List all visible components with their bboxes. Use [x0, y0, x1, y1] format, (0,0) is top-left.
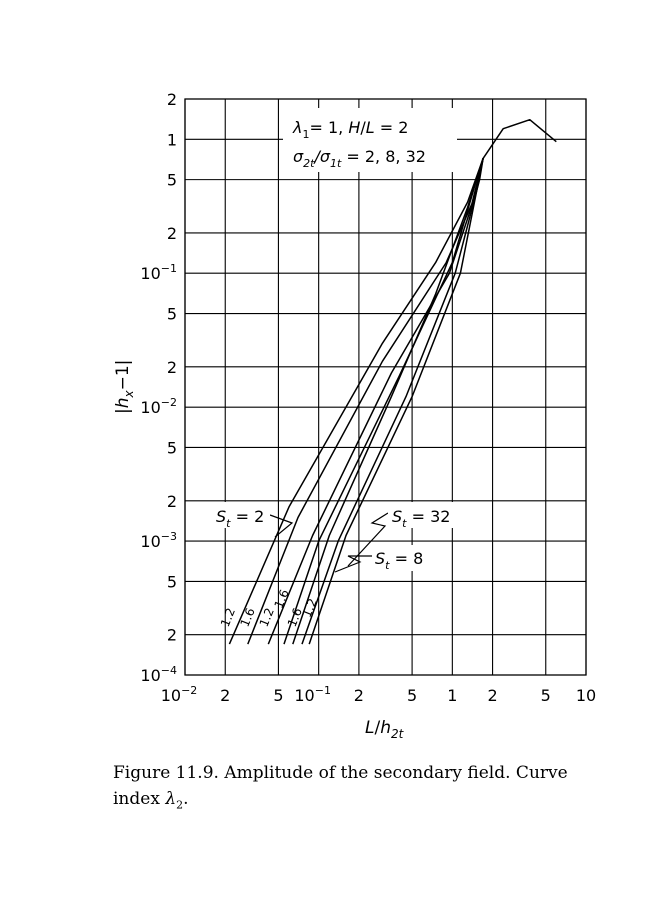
y-tick-label: 2: [166, 357, 177, 377]
x-axis-label: $L/h_{2t}$: [365, 718, 404, 741]
annotation-line-1: $\lambda_1= 1$, H/L = 2: [293, 118, 409, 141]
series-line-5: [284, 158, 483, 644]
curve-index-label: 1.6: [271, 587, 292, 611]
y-tick-label: 1: [166, 130, 177, 150]
x-tick-label: $10^{-2}$: [160, 684, 198, 705]
plot-frame: [185, 99, 586, 675]
y-tick-label: 5: [166, 572, 177, 592]
x-tick-label: 5: [407, 686, 418, 705]
group-label-st2: $S_t = 2$: [216, 507, 265, 530]
y-tick-label: $10^{-2}$: [140, 396, 177, 418]
curve-index-label: 1.2: [217, 605, 239, 629]
y-tick-label: 2: [166, 223, 177, 243]
series-line-2: [268, 158, 483, 644]
y-axis-label: $|h_x-1|$: [113, 359, 136, 414]
y-tick-label: $10^{-1}$: [140, 262, 177, 284]
x-tick-label: 2: [487, 686, 498, 705]
group-label-st8: $S_t = 8$: [375, 549, 424, 572]
curve-index-label: 1.2: [299, 596, 320, 620]
x-tick-labels: [161, 684, 596, 705]
y-tick-label: $10^{-3}$: [140, 530, 177, 552]
x-tick-label: 2: [220, 686, 231, 705]
caption-symbol: λ: [165, 789, 177, 809]
caption-end: .: [183, 789, 189, 809]
y-tick-label: 5: [166, 170, 177, 190]
x-tick-label: 5: [273, 686, 284, 705]
y-tick-label: $10^{-4}$: [140, 664, 177, 685]
callout-leader: [335, 556, 372, 572]
curve-index-label: 1.6: [237, 605, 258, 629]
y-tick-label: 5: [166, 304, 177, 324]
x-tick-label: 5: [540, 686, 551, 705]
x-tick-label: 2: [353, 686, 364, 705]
group-label-st32: $S_t = 32$: [392, 507, 451, 530]
y-tick-label: 2: [166, 491, 177, 511]
figure-caption: [113, 760, 613, 818]
x-tick-label: 10: [575, 686, 597, 705]
y-tick-label: 2: [166, 90, 177, 109]
x-tick-label: $10^{-1}$: [294, 684, 331, 705]
annotation-line-2: $\sigma_{2t}/\sigma_{1t} = 2$, 8, 32: [293, 147, 426, 170]
caption-symbol-sub: 2: [176, 798, 184, 812]
y-tick-label: 5: [166, 438, 177, 458]
chart-grid: [185, 99, 586, 675]
series-line-1: [248, 158, 483, 644]
y-tick-label: 2: [166, 625, 177, 645]
y-tick-labels: [140, 90, 177, 685]
series-line-6: [299, 158, 483, 644]
x-tick-label: 1: [447, 686, 458, 705]
caption-text: Figure 11.9. Amplitude of the secondary field. Curve index: [113, 763, 568, 809]
curve-index-label: 1.2: [256, 605, 277, 629]
curve-index-labels: [218, 587, 320, 629]
curve-index-label: 1.6: [284, 605, 305, 629]
